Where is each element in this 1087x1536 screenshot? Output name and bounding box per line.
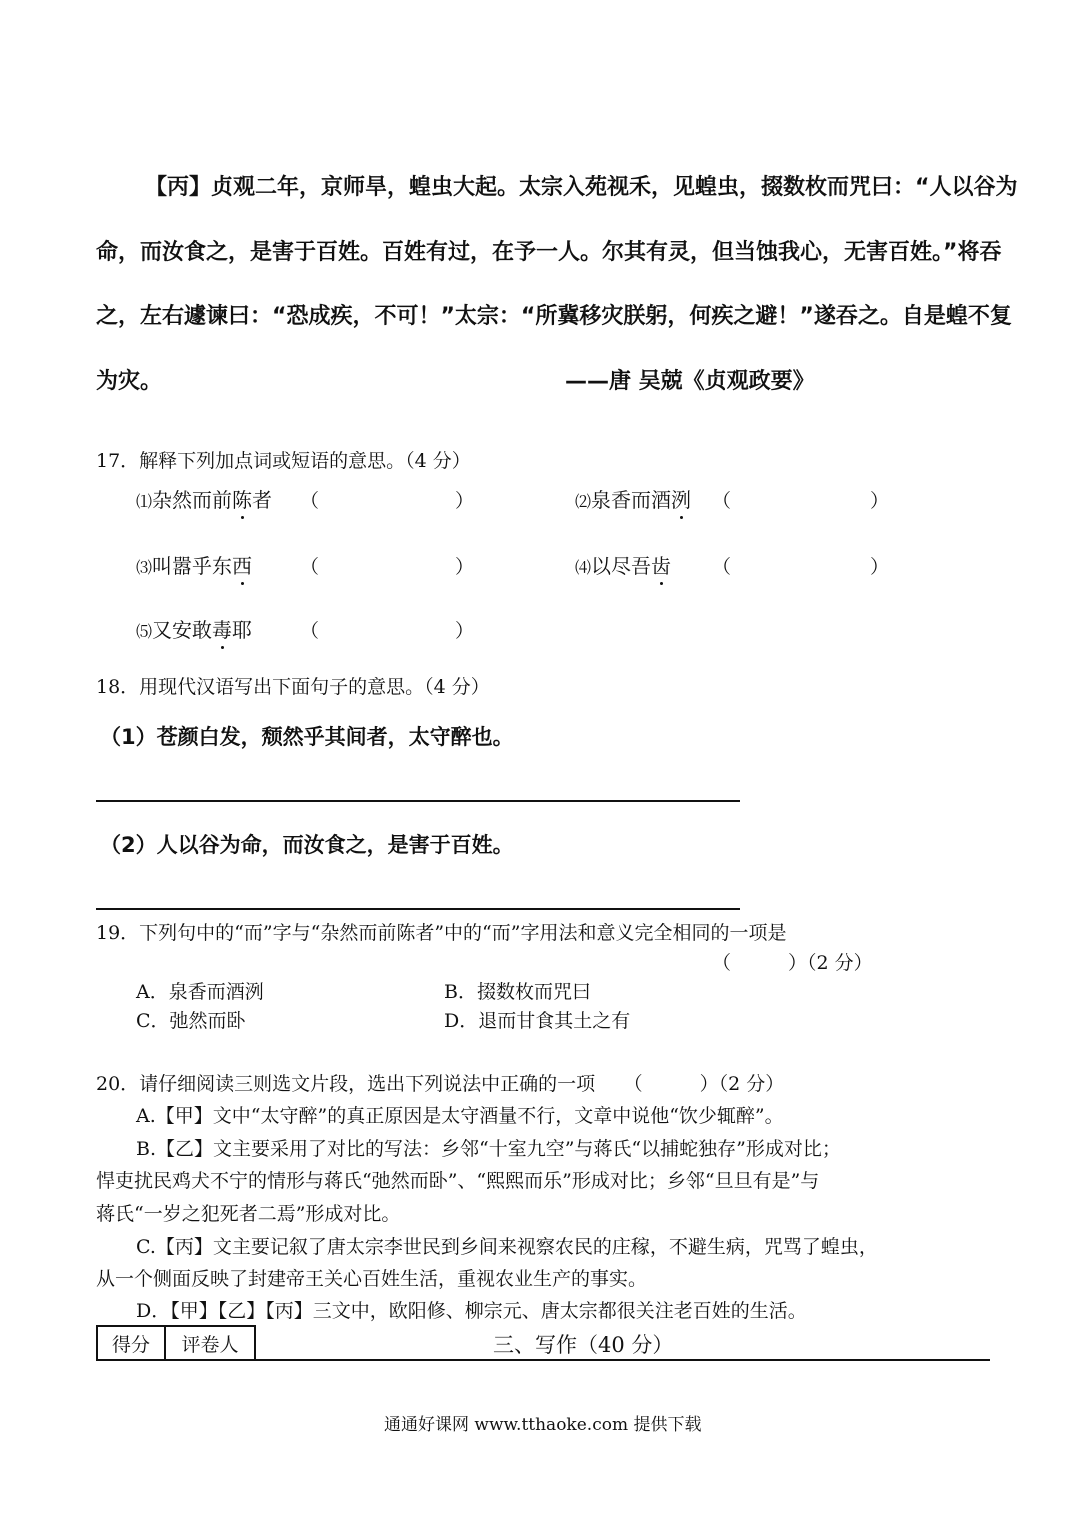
q18-answer-line-1[interactable] [96, 800, 740, 802]
q19-option-a: A．泉香而酒洌 [136, 981, 264, 1003]
q17-item-5-close: ） [455, 620, 475, 642]
q17-item-4-open: （ [712, 556, 732, 578]
q18-sentence-1: （1）苍颜白发，颓然乎其间者，太守醉也。 [100, 725, 514, 749]
q17-item-1-open: （ [300, 490, 320, 512]
q19-stem: 19．下列句中的“而”字与“杂然而前陈者”中的“而”字用法和意义完全相同的一项是 [96, 922, 787, 944]
passage-line-3: 之，左右遽谏曰：“恐成疾，不可！”太宗：“所冀移灾朕躬，何疾之避！”遂吞之。自是蝗不复 [96, 304, 1012, 329]
q17-item-3-close: ） [455, 556, 475, 578]
grader-cell: 评卷人 [165, 1326, 255, 1360]
q19-answer-bracket[interactable]: （ ）（2 分） [712, 952, 873, 974]
passage-line-1: 【丙】贞观二年，京师旱，蝗虫大起。太宗入苑视禾，见蝗虫，掇数枚而咒曰：“人以谷为 [145, 175, 1018, 200]
passage-line-4: 为灾。 [96, 369, 163, 394]
q17-item-2-close: ） [870, 490, 890, 512]
q20-option-c-line-1: C.【丙】文主要记叙了唐太宗李世民到乡间来视察农民的庄稼，不避生病，咒骂了蝗虫， [136, 1236, 878, 1258]
q17-item-1: ⑴杂然而前陈者 [136, 488, 273, 512]
q20-stem: 20．请仔细阅读三则选文片段，选出下列说法中正确的一项 （ ）（2 分） [96, 1073, 785, 1095]
q18-stem: 18．用现代汉语写出下面句子的意思。（4 分） [96, 676, 490, 698]
q20-option-c-line-2: 从一个侧面反映了封建帝王关心百姓生活，重视农业生产的事实。 [96, 1268, 648, 1290]
q17-item-5: ⑸又安敢毒耶 [136, 618, 253, 642]
q20-option-d: D．【甲】【乙】【丙】三文中，欧阳修、柳宗元、唐太宗都很关注老百姓的生活。 [136, 1300, 807, 1322]
section-title: 三、写作（40 分） [493, 1333, 674, 1357]
score-cell: 得分 [97, 1326, 165, 1360]
q17-stem: 17．解释下列加点词或短语的意思。（4 分） [96, 450, 471, 472]
q20-option-b-line-2: 悍吏扰民鸡犬不宁的情形与蒋氏“弛然而卧”、“熙熙而乐”形成对比；乡邻“旦旦有是”与 [96, 1170, 820, 1192]
footer-text: 通通好课网 www.tthaoke.com 提供下载 [384, 1415, 702, 1435]
score-box [96, 1325, 256, 1361]
q17-item-4: ⑷以尽吾齿 [575, 554, 672, 578]
q20-option-a: A.【甲】文中“太守醉”的真正原因是太守酒量不行，文章中说他“饮少辄醉”。 [136, 1105, 784, 1127]
q20-option-b-line-3: 蒋氏“一岁之犯死者二焉”形成对比。 [96, 1203, 401, 1225]
section-underline [256, 1359, 990, 1361]
q17-item-2-open: （ [712, 490, 732, 512]
q20-option-b-line-1: B.【乙】文主要采用了对比的写法：乡邻“十室九空”与蒋氏“以捕蛇独存”形成对比； [136, 1138, 841, 1160]
passage-source: ——唐 吴兢《贞观政要》 [565, 369, 815, 394]
q18-answer-line-2[interactable] [96, 908, 740, 910]
q19-option-b: B．掇数枚而咒曰 [444, 981, 591, 1003]
q19-option-c: C．弛然而卧 [136, 1010, 246, 1032]
q17-item-1-close: ） [455, 490, 475, 512]
q17-item-3: ⑶叫嚣乎东西 [136, 554, 253, 578]
q17-item-5-open: （ [300, 620, 320, 642]
passage-line-2: 命，而汝食之，是害于百姓。百姓有过，在予一人。尔其有灵，但当蚀我心，无害百姓。”将吞 [96, 240, 1002, 265]
q17-item-4-close: ） [870, 556, 890, 578]
q17-item-3-open: （ [300, 556, 320, 578]
q17-item-2: ⑵泉香而酒洌 [575, 488, 692, 512]
q18-sentence-2: （2）人以谷为命，而汝食之，是害于百姓。 [100, 833, 514, 857]
q19-option-d: D．退而甘食其土之有 [444, 1010, 631, 1032]
